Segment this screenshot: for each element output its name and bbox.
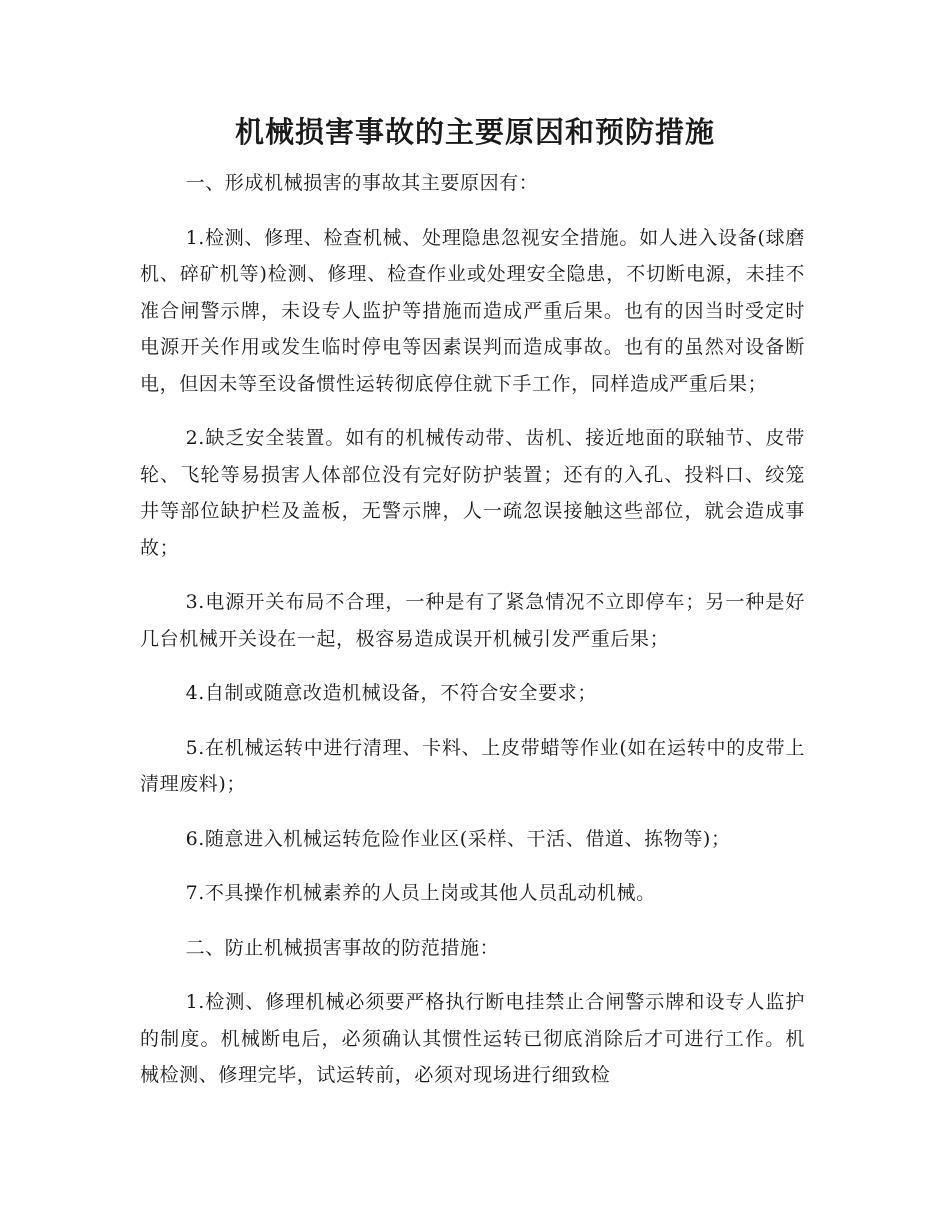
section-1-heading: 一、形成机械损害的事故其主要原因有： — [185, 172, 539, 194]
section-1-item-7: 7.不具操作机械素养的人员上岗或其他人员乱动机械。 — [185, 882, 656, 904]
document-body — [140, 165, 805, 1112]
section-1-item-6: 6.随意进入机械运转危险作业区(采样、干活、借道、拣物等)； — [185, 827, 731, 850]
section-1-item-1: 1.检测、修理、检查机械、处理隐患忽视安全措施。如人进入设备(球磨机、碎矿机等)检测、修理、检查作业或处理安全隐患，不切断电源，未挂不准合闸警示牌，未设专人监护等措施而造成严重后果。也有的因当时受定时电源开关作用或发生临时停电等因素误判而造成事故。也有的虽然对设备断电，但因未等至设备惯性运转彻底停住就下手工作，同样造成严重后果； — [140, 226, 805, 395]
section-1-item-2: 2.缺乏安全装置。如有的机械传动带、齿机、接近地面的联轴节、皮带轮、飞轮等易损害人体部位没有完好防护装置；还有的入孔、投料口、绞笼井等部位缺护栏及盖板，无警示牌，人一疏忽误接触这些部位，就会造成事故； — [140, 427, 805, 559]
section-1-item-3: 3.电源开关布局不合理，一种是有了紧急情况不立即停车；另一种是好几台机械开关设在一起，极容易造成误开机械引发严重后果； — [140, 591, 805, 650]
document-title: 机械损害事故的主要原因和预防措施 — [234, 115, 715, 149]
section-1-item-5: 5.在机械运转中进行清理、卡料、上皮带蜡等作业(如在运转中的皮带上清理废料)； — [140, 736, 805, 795]
section-2-heading: 二、防止机械损害事故的防范措施： — [185, 936, 500, 959]
section-1-item-4: 4.自制或随意改造机械设备，不符合安全要求； — [185, 682, 597, 704]
section-2-item-1: 1.检测、修理机械必须要严格执行断电挂禁止合闸警示牌和设专人监护的制度。机械断电后，必须确认其惯性运转已彻底消除后才可进行工作。机械检测、修理完毕，试运转前，必须对现场进行细致检 — [140, 991, 805, 1086]
